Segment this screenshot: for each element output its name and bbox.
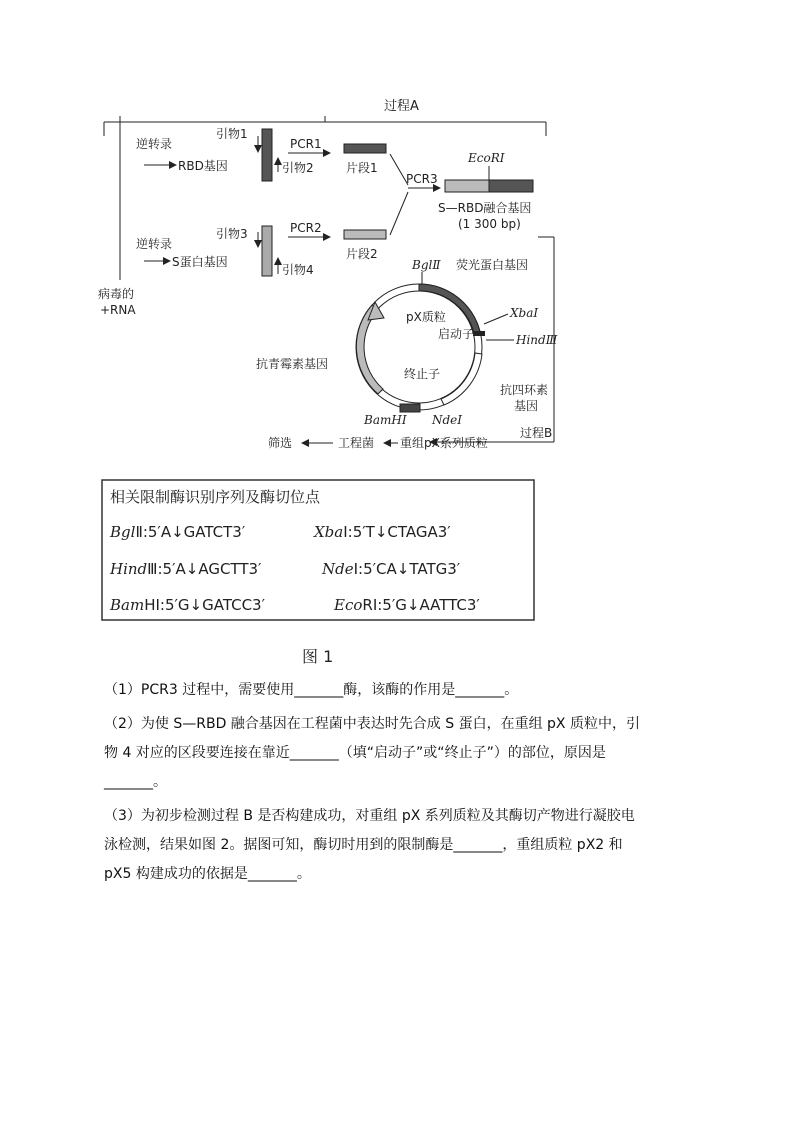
rt-label-2: 逆转录 <box>136 237 173 251</box>
question-2-line-3: _______。 <box>104 774 167 790</box>
fragment2-bar <box>344 230 386 239</box>
primer4-label: 引物4 <box>282 263 314 277</box>
pcr1-label: PCR1 <box>290 137 322 151</box>
question-1 <box>104 676 704 705</box>
fluorescent-gene-label: 荧光蛋白基因 <box>456 258 529 272</box>
terminator-label: 终止子 <box>404 367 441 381</box>
enzyme-bglii: BglⅡ:5′A↓GATCT3′ <box>110 523 246 541</box>
s-gene-label: S蛋白基因 <box>172 255 228 269</box>
plasmid-label: pX质粒 <box>406 310 446 324</box>
figure-label: 图 1 <box>302 647 334 666</box>
question-3-line-2: 泳检测，结果如图 2。据图可知，酶切时用到的限制酶是_______，重组质粒 pX2 和 <box>104 837 623 853</box>
ecori-site-label: EcoRⅠ <box>468 151 505 165</box>
question-2-line-1: （2）为使 S—RBD 融合基因在工程菌中表达时先合成 S 蛋白，在重组 pX 质粒中，引 <box>104 716 640 732</box>
enzyme-bamhi: BamHⅠ:5′G↓GATCC3′ <box>110 596 266 614</box>
enzyme-xbai: XbaⅠ:5′T↓CTAGA3′ <box>314 523 451 541</box>
fusion-size-label: (1 300 bp) <box>458 217 521 231</box>
question-2-line-2: 物 4 对应的区段要连接在靠近_______（填“启动子”或“终止子”）的部位，原因是 <box>104 745 606 761</box>
primer2-label: 引物2 <box>282 161 314 175</box>
bglii-site-label: BglⅡ <box>412 258 441 272</box>
amp-gene-label: 抗青霉素基因 <box>256 357 329 371</box>
question-1-text: （1）PCR3 过程中，需要使用_______酶，该酶的作用是_______。 <box>104 682 519 698</box>
question-3-line-3: pX5 构建成功的依据是_______。 <box>104 866 311 882</box>
enzyme-hindiii: HindⅢ:5′A↓AGCTT3′ <box>110 560 262 578</box>
virus-label-1: 病毒的 <box>98 287 135 301</box>
fragment2-label: 片段2 <box>346 247 378 261</box>
process-a-label: 过程A <box>384 99 419 114</box>
terminator-block <box>400 404 420 412</box>
tet-gene-label-1: 抗四环素 <box>500 383 549 397</box>
pcr3-label: PCR3 <box>406 172 438 186</box>
fragment1-bar <box>344 144 386 153</box>
tet-gene-label-2: 基因 <box>514 399 539 413</box>
question-3-line-1: （3）为初步检测过程 B 是否构建成功，对重组 pX 系列质粒及其酶切产物进行凝胶电 <box>104 808 635 824</box>
hindiii-site-label: HindⅢ <box>516 333 558 347</box>
question-2 <box>104 710 704 797</box>
question-3 <box>104 802 704 889</box>
enzyme-ndei: NdeⅠ:5′CA↓TATG3′ <box>322 560 461 578</box>
bamhi-site-label: BamHⅠ <box>364 413 407 427</box>
figure-1-svg <box>88 92 568 672</box>
promoter-block <box>473 331 485 336</box>
enzyme-table-title: 相关限制酶识别序列及酶切位点 <box>110 488 321 506</box>
promoter-label: 启动子 <box>438 327 475 341</box>
eng-bacteria-label: 工程菌 <box>338 436 375 450</box>
pcr2-label: PCR2 <box>290 221 322 235</box>
screen-label: 筛选 <box>268 436 293 450</box>
recombinant-label: 重组pX系列质粒 <box>400 436 488 450</box>
fusion-gene-rbd-part <box>489 180 533 192</box>
rt-label-1: 逆转录 <box>136 137 173 151</box>
s-gene-bar <box>262 226 272 276</box>
virus-label-2: +RNA <box>100 303 136 317</box>
rbd-gene-label: RBD基因 <box>178 159 228 173</box>
rbd-gene-bar <box>262 129 272 181</box>
enzyme-ecori: EcoRⅠ:5′G↓AATTC3′ <box>334 596 480 614</box>
fragment1-label: 片段1 <box>346 161 378 175</box>
process-b-label: 过程B <box>520 426 553 440</box>
primer1-label: 引物1 <box>216 127 248 141</box>
xbai-site-label: XbaⅠ <box>510 306 539 320</box>
ndei-site-label: NdeⅠ <box>432 413 463 427</box>
figure-1 <box>88 92 568 672</box>
tet-gene-segment <box>441 353 482 405</box>
fusion-gene-label: S—RBD融合基因 <box>438 201 532 215</box>
fusion-gene-s-part <box>445 180 489 192</box>
primer3-label: 引物3 <box>216 227 248 241</box>
